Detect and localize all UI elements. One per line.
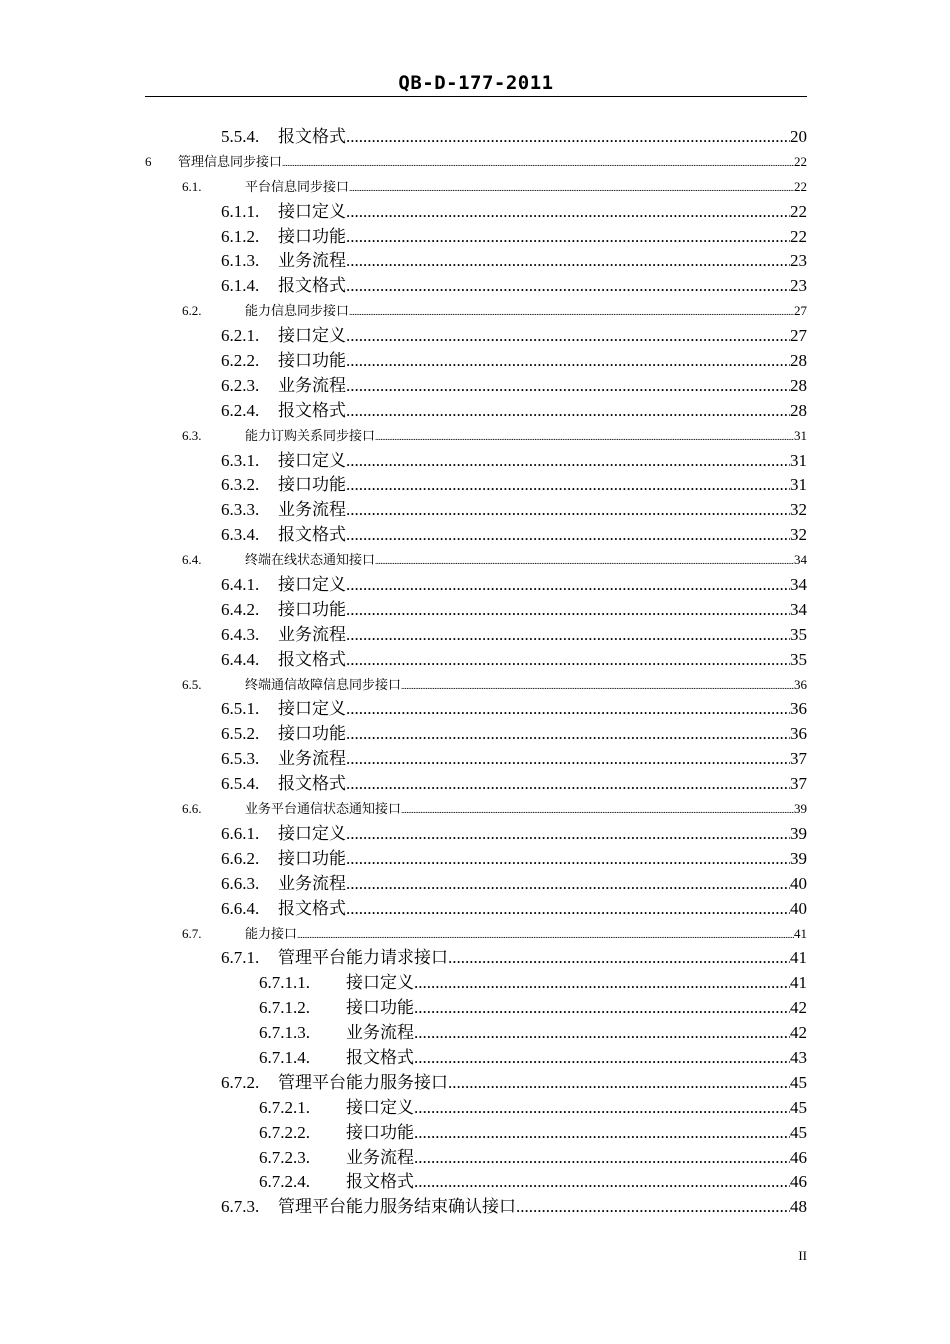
toc-entry[interactable]: [145, 1071, 807, 1096]
toc-entry-number: 6.7.2.: [221, 1072, 260, 1092]
toc-entry[interactable]: [145, 822, 807, 847]
toc-entry-page: 31: [794, 427, 807, 443]
toc-entry-title: 接口定义: [278, 201, 346, 221]
toc-entry-number: 6.6.3.: [221, 873, 260, 893]
toc-leader-dots: [346, 324, 790, 349]
toc-entry[interactable]: [145, 772, 807, 797]
toc-entry-title: 能力信息同步接口: [245, 303, 350, 319]
toc-entry[interactable]: [145, 847, 807, 872]
toc-entry-number: 6.1.2.: [221, 226, 260, 246]
toc-entry[interactable]: [145, 374, 807, 399]
page-header: [145, 70, 807, 97]
toc-leader-dots: [448, 1071, 790, 1096]
toc-entry-title: 报文格式: [278, 127, 346, 146]
toc-entry[interactable]: [145, 697, 807, 722]
toc-entry-page: 32: [790, 525, 807, 545]
toc-entry-number: 6.2.3.: [221, 375, 260, 395]
toc-entry[interactable]: [145, 399, 807, 424]
toc-entry-number: 6.1.: [182, 178, 202, 194]
toc-leader-dots: [346, 523, 790, 548]
toc-entry-title: 终端通信故障信息同步接口: [245, 676, 402, 692]
toc-entry-page: 35: [790, 649, 807, 669]
toc-entry-number: 6.2.1.: [221, 326, 260, 346]
toc-entry-number: 6.5.: [182, 676, 202, 692]
toc-entry-number: 6.3.2.: [221, 475, 260, 495]
toc-entry[interactable]: [145, 200, 807, 225]
toc-entry-number: 6.1.1.: [221, 201, 260, 221]
toc-entry-page: 39: [790, 823, 807, 843]
toc-leader-dots: [414, 971, 790, 996]
toc-entry-page: 28: [790, 351, 807, 371]
toc-entry-title: 报文格式: [278, 774, 346, 794]
toc-entry-number: 6.4.3.: [221, 624, 260, 644]
toc-entry[interactable]: [145, 175, 807, 200]
toc-entry-title: 能力订购关系同步接口: [245, 427, 376, 443]
toc-leader-dots: [346, 872, 790, 897]
toc-entry-page: 23: [790, 251, 807, 271]
toc-entry-title: 报文格式: [278, 525, 346, 545]
toc-leader-dots: [346, 722, 790, 747]
toc-entry-page: 22: [790, 226, 807, 246]
toc-entry[interactable]: [145, 150, 807, 175]
toc-entry[interactable]: [145, 722, 807, 747]
toc-entry-page: 34: [790, 599, 807, 619]
toc-entry-title: 接口功能: [278, 226, 346, 246]
toc-entry-page: 34: [794, 552, 807, 568]
toc-leader-dots: [414, 1046, 790, 1071]
toc-entry-title: 业务流程: [346, 1147, 414, 1167]
toc-leader-dots: [414, 1021, 790, 1046]
toc-entry-page: 22: [794, 153, 807, 169]
toc-leader-dots: [375, 549, 794, 574]
toc-entry-title: 接口定义: [346, 1097, 414, 1117]
toc-entry-title: 终端在线状态通知接口: [245, 552, 376, 568]
toc-entry-number: 6.7.1.3.: [259, 1023, 310, 1043]
toc-leader-dots: [346, 498, 790, 523]
toc-leader-dots: [346, 747, 790, 772]
toc-leader-dots: [282, 151, 794, 176]
toc-entry-page: 41: [790, 948, 807, 968]
toc-entry[interactable]: [145, 872, 807, 897]
toc-entry-title: 接口定义: [346, 973, 414, 993]
toc-entry-page: 35: [790, 624, 807, 644]
toc-leader-dots: [414, 996, 790, 1021]
toc-entry-number: 6.7.1.: [221, 948, 260, 968]
toc-entry-title: 接口功能: [278, 351, 346, 371]
toc-entry-number: 6.2.4.: [221, 400, 260, 420]
toc-entry[interactable]: [145, 598, 807, 623]
toc-entry-number: 6.1.3.: [221, 251, 260, 271]
toc-entry[interactable]: [145, 1046, 807, 1071]
toc-entry-page: 28: [790, 400, 807, 420]
toc-entry-page: 46: [790, 1147, 807, 1167]
toc-entry[interactable]: [145, 473, 807, 498]
toc-entry-page: 43: [790, 1047, 807, 1067]
toc-entry-number: 6.3.3.: [221, 500, 260, 520]
toc-entry[interactable]: [145, 249, 807, 274]
toc-entry-title: 业务流程: [346, 1023, 414, 1043]
toc-leader-dots: [346, 200, 790, 225]
toc-leader-dots: [516, 1195, 790, 1220]
toc-entry-number: 6.6.4.: [221, 898, 260, 918]
toc-entry[interactable]: [145, 125, 807, 150]
toc-entry-title: 业务平台通信状态通知接口: [245, 801, 402, 817]
toc-entry-number: 6.5.3.: [221, 749, 260, 769]
toc-entry-number: 6.6.2.: [221, 848, 260, 868]
toc-entry-page: 23: [790, 276, 807, 296]
toc-entry-number: 6: [145, 153, 152, 169]
toc-leader-dots: [346, 449, 790, 474]
toc-entry-number: 6.5.1.: [221, 699, 260, 719]
toc-entry-number: 6.5.2.: [221, 724, 260, 744]
toc-entry-title: 接口功能: [278, 599, 346, 619]
toc-leader-dots: [349, 300, 794, 325]
toc-entry-number: 6.7.2.3.: [259, 1147, 310, 1167]
toc-entry[interactable]: [145, 922, 807, 947]
toc-leader-dots: [346, 648, 790, 673]
toc-entry[interactable]: [145, 1021, 807, 1046]
toc-entry-page: 36: [790, 699, 807, 719]
toc-entry-number: 6.7.1.2.: [259, 998, 310, 1018]
toc-entry-number: 6.7.3.: [221, 1197, 260, 1217]
toc-entry[interactable]: [145, 498, 807, 523]
toc-entry-page: 37: [790, 774, 807, 794]
toc-entry-number: 6.7.2.4.: [259, 1172, 310, 1192]
toc-leader-dots: [346, 697, 790, 722]
toc-entry-page: 46: [790, 1172, 807, 1192]
toc-entry-page: 27: [790, 326, 807, 346]
toc-entry-title: 接口定义: [278, 823, 346, 843]
toc-entry-page: 45: [790, 1122, 807, 1142]
table-of-contents: [145, 125, 807, 1220]
toc-leader-dots: [401, 798, 794, 823]
toc-entry-page: 41: [790, 973, 807, 993]
toc-leader-dots: [346, 374, 790, 399]
toc-entry-page: 22: [790, 201, 807, 221]
toc-leader-dots: [346, 623, 790, 648]
toc-entry-title: 业务流程: [278, 749, 346, 769]
toc-leader-dots: [346, 125, 790, 150]
toc-leader-dots: [414, 1170, 790, 1195]
toc-leader-dots: [346, 249, 790, 274]
toc-entry[interactable]: [145, 548, 807, 573]
toc-entry-page: 40: [790, 898, 807, 918]
toc-leader-dots: [401, 674, 794, 699]
toc-entry-number: 6.3.4.: [221, 525, 260, 545]
toc-entry-page: 39: [790, 848, 807, 868]
toc-entry-number: 6.7.1.1.: [259, 973, 310, 993]
toc-entry[interactable]: [145, 971, 807, 996]
toc-leader-dots: [346, 274, 790, 299]
toc-entry[interactable]: [145, 573, 807, 598]
toc-entry-title: 接口定义: [278, 326, 346, 346]
toc-entry-title: 业务流程: [278, 500, 346, 520]
document-code: QB-D-177-2011: [398, 72, 554, 94]
toc-entry-title: 平台信息同步接口: [245, 178, 350, 194]
toc-entry[interactable]: [145, 897, 807, 922]
toc-entry-number: 6.7.2.2.: [259, 1122, 310, 1142]
toc-entry-page: 34: [790, 575, 807, 595]
toc-entry-title: 报文格式: [278, 649, 346, 669]
toc-entry-number: 6.7.2.1.: [259, 1097, 310, 1117]
toc-entry-number: 6.6.: [182, 801, 202, 817]
toc-entry[interactable]: [145, 274, 807, 299]
toc-entry[interactable]: [145, 1121, 807, 1146]
toc-entry-title: 接口功能: [278, 475, 346, 495]
toc-entry-number: 6.4.4.: [221, 649, 260, 669]
toc-entry[interactable]: [145, 1146, 807, 1171]
toc-entry[interactable]: [145, 324, 807, 349]
toc-entry[interactable]: [145, 946, 807, 971]
toc-leader-dots: [346, 772, 790, 797]
toc-entry-title: 管理平台能力服务结束确认接口: [278, 1197, 516, 1217]
toc-entry-number: 6.3.1.: [221, 450, 260, 470]
toc-entry[interactable]: [145, 299, 807, 324]
toc-leader-dots: [297, 923, 794, 948]
toc-entry-title: 接口功能: [346, 998, 414, 1018]
toc-entry-number: 5.5.4.: [221, 127, 260, 146]
toc-entry-page: 39: [794, 801, 807, 817]
toc-entry-title: 接口定义: [278, 450, 346, 470]
toc-leader-dots: [375, 425, 794, 450]
toc-entry[interactable]: [145, 673, 807, 698]
toc-entry-title: 业务流程: [278, 251, 346, 271]
toc-entry-number: 6.4.2.: [221, 599, 260, 619]
toc-entry[interactable]: [145, 996, 807, 1021]
toc-entry-page: 27: [794, 303, 807, 319]
toc-entry-page: 28: [790, 375, 807, 395]
toc-entry-title: 报文格式: [278, 276, 346, 296]
toc-entry-title: 接口功能: [278, 724, 346, 744]
toc-entry-title: 报文格式: [278, 400, 346, 420]
toc-entry-page: 42: [790, 998, 807, 1018]
toc-entry-title: 报文格式: [278, 898, 346, 918]
toc-entry-page: 31: [790, 475, 807, 495]
toc-entry[interactable]: [145, 1195, 807, 1220]
toc-entry-page: 41: [794, 925, 807, 941]
toc-entry-page: 45: [790, 1097, 807, 1117]
toc-entry[interactable]: [145, 797, 807, 822]
toc-leader-dots: [448, 946, 790, 971]
toc-entry-number: 6.2.2.: [221, 351, 260, 371]
toc-entry-page: 32: [790, 500, 807, 520]
toc-entry-number: 6.7.1.4.: [259, 1047, 310, 1067]
toc-entry[interactable]: [145, 349, 807, 374]
toc-entry-number: 6.4.1.: [221, 575, 260, 595]
page-number: II: [798, 1248, 807, 1263]
toc-leader-dots: [346, 573, 790, 598]
toc-entry[interactable]: [145, 623, 807, 648]
toc-leader-dots: [346, 598, 790, 623]
toc-entry-title: 业务流程: [278, 624, 346, 644]
toc-entry-page: 20: [790, 127, 807, 146]
toc-entry[interactable]: [145, 747, 807, 772]
toc-entry-title: 能力接口: [245, 925, 298, 941]
toc-entry-title: 业务流程: [278, 375, 346, 395]
toc-entry-page: 42: [790, 1023, 807, 1043]
toc-entry-number: 6.2.: [182, 303, 202, 319]
toc-leader-dots: [346, 473, 790, 498]
toc-entry[interactable]: [145, 1096, 807, 1121]
toc-leader-dots: [346, 897, 790, 922]
toc-entry-page: 36: [790, 724, 807, 744]
toc-entry-number: 6.3.: [182, 427, 202, 443]
toc-leader-dots: [346, 349, 790, 374]
toc-entry-page: 36: [794, 676, 807, 692]
toc-entry-number: 6.4.: [182, 552, 202, 568]
toc-entry-number: 6.1.4.: [221, 276, 260, 296]
toc-entry[interactable]: [145, 523, 807, 548]
toc-entry[interactable]: [145, 1170, 807, 1195]
toc-entry-title: 接口功能: [278, 848, 346, 868]
toc-entry-title: 报文格式: [346, 1172, 414, 1192]
toc-leader-dots: [349, 176, 794, 201]
toc-entry-title: 报文格式: [346, 1047, 414, 1067]
toc-entry[interactable]: [145, 424, 807, 449]
toc-entry-page: 22: [794, 178, 807, 194]
toc-leader-dots: [414, 1121, 790, 1146]
toc-entry-title: 接口定义: [278, 575, 346, 595]
toc-entry-title: 接口功能: [346, 1122, 414, 1142]
toc-entry-number: 6.5.4.: [221, 774, 260, 794]
toc-entry[interactable]: [145, 449, 807, 474]
toc-entry-number: 6.7.: [182, 925, 202, 941]
toc-leader-dots: [346, 822, 790, 847]
toc-entry-title: 管理平台能力服务接口: [278, 1072, 448, 1092]
toc-entry-page: 37: [790, 749, 807, 769]
toc-entry-page: 45: [790, 1072, 807, 1092]
toc-entry-title: 业务流程: [278, 873, 346, 893]
toc-entry-title: 接口定义: [278, 699, 346, 719]
toc-entry[interactable]: [145, 648, 807, 673]
toc-entry[interactable]: [145, 225, 807, 250]
toc-leader-dots: [414, 1146, 790, 1171]
toc-entry-title: 管理平台能力请求接口: [278, 948, 448, 968]
toc-entry-page: 31: [790, 450, 807, 470]
toc-leader-dots: [346, 847, 790, 872]
toc-entry-number: 6.6.1.: [221, 823, 260, 843]
toc-leader-dots: [346, 225, 790, 250]
toc-entry-page: 40: [790, 873, 807, 893]
toc-entry-title: 管理信息同步接口: [178, 153, 283, 169]
toc-entry-page: 48: [790, 1197, 807, 1217]
toc-leader-dots: [346, 399, 790, 424]
toc-leader-dots: [414, 1096, 790, 1121]
